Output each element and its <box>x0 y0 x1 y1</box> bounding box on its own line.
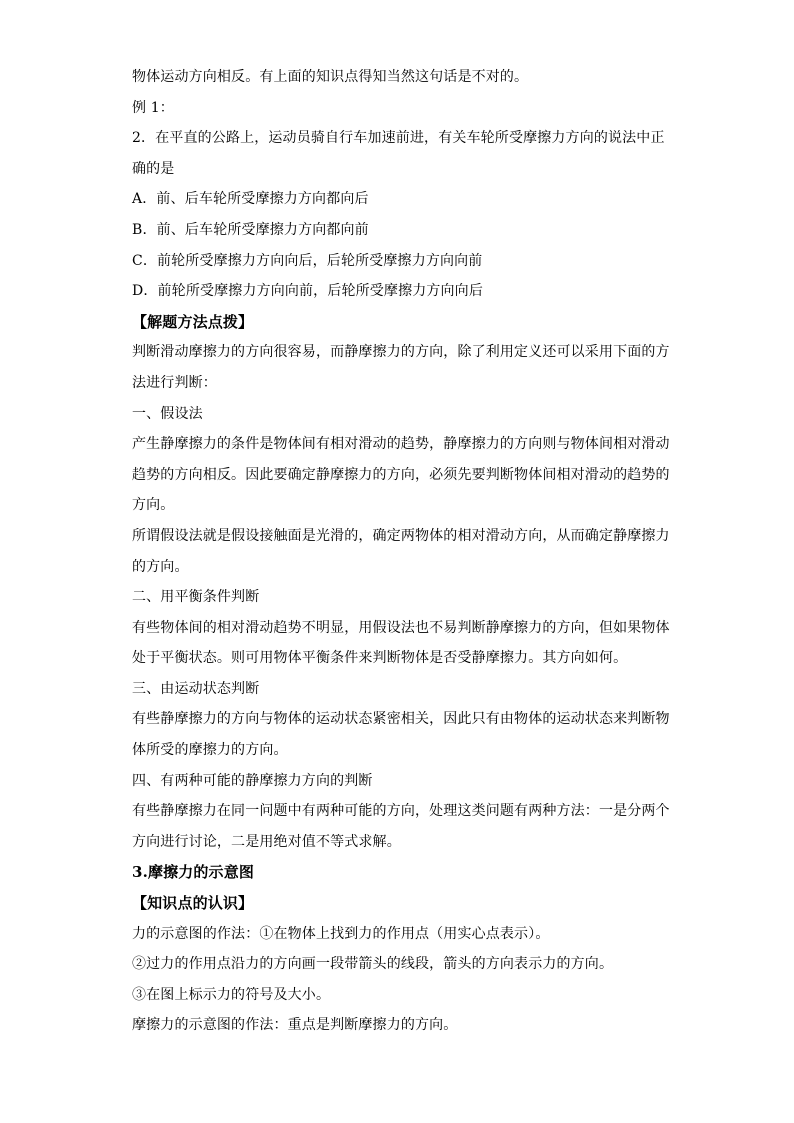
paragraph-line: 法进行判断： <box>132 374 217 391</box>
example-label: 例 1： <box>132 99 174 116</box>
answer-option-c: C．前轮所受摩擦力方向向后，后轮所受摩擦力方向向前 <box>132 252 483 269</box>
paragraph-line: 趋势的方向相反。因此要确定静摩擦力的方向，必须先要判断物体间相对滑动的趋势的 <box>132 466 670 483</box>
paragraph-line: 力的示意图的作法：①在物体上找到力的作用点（用实心点表示）。 <box>132 925 550 942</box>
paragraph-line: 物体运动方向相反。有上面的知识点得知当然这句话是不对的。 <box>132 69 529 85</box>
paragraph-line: 处于平衡状态。则可用物体平衡条件来判断物体是否受静摩擦力。其方向如何。 <box>132 650 628 667</box>
answer-option-a: A．前、后车轮所受摩擦力方向都向后 <box>132 191 369 208</box>
paragraph-line: 有些物体间的相对滑动趋势不明显，用假设法也不易判断静摩擦力的方向，但如果物体 <box>132 619 670 636</box>
paragraph-line: 所谓假设法就是假设接触面是光滑的，确定两物体的相对滑动方向，从而确定静摩擦力 <box>132 527 670 544</box>
paragraph-line: 有些静摩擦力的方向与物体的运动状态紧密相关，因此只有由物体的运动状态来判断物 <box>132 711 670 728</box>
question-text: 2．在平直的公路上，运动员骑自行车加速前进，有关车轮所受摩擦力方向的说法中正 <box>132 130 665 147</box>
document-body <box>132 62 672 1041</box>
paragraph-line: 体所受的摩擦力的方向。 <box>132 742 288 759</box>
paragraph-line: 方向。 <box>132 497 175 514</box>
section-title: 3.摩擦力的示意图 <box>132 863 255 882</box>
answer-option-d: D．前轮所受摩擦力方向向前，后轮所受摩擦力方向向后 <box>132 283 483 300</box>
method-heading: 一、假设法 <box>132 405 203 422</box>
section-heading: 【知识点的认识】 <box>132 894 254 913</box>
section-heading: 【解题方法点拨】 <box>132 312 254 331</box>
paragraph-line: 判断滑动摩擦力的方向很容易，而静摩擦力的方向，除了利用定义还可以采用下面的方 <box>132 344 670 361</box>
question-text: 确的是 <box>132 160 175 177</box>
paragraph-line: 有些静摩擦力在同一问题中有两种可能的方向，处理这类问题有两种方法：一是分两个 <box>132 803 670 820</box>
method-heading: 三、由运动状态判断 <box>132 680 260 697</box>
paragraph-line: 摩擦力的示意图的作法：重点是判断摩擦力的方向。 <box>132 1017 458 1034</box>
method-heading: 二、用平衡条件判断 <box>132 589 260 606</box>
method-heading: 四、有两种可能的静摩擦力方向的判断 <box>132 772 373 789</box>
paragraph-line: ③在图上标示力的符号及大小。 <box>132 986 331 1003</box>
paragraph-line: 产生静摩擦力的条件是物体间有相对滑动的趋势，静摩擦力的方向则与物体间相对滑动 <box>132 436 670 453</box>
paragraph-line: 方向进行讨论，二是用绝对值不等式求解。 <box>132 833 401 850</box>
paragraph-line: 的方向。 <box>132 558 189 575</box>
paragraph-line: ②过力的作用点沿力的方向画一段带箭头的线段，箭头的方向表示力的方向。 <box>132 956 614 973</box>
answer-option-b: B．前、后车轮所受摩擦力方向都向前 <box>132 221 369 238</box>
